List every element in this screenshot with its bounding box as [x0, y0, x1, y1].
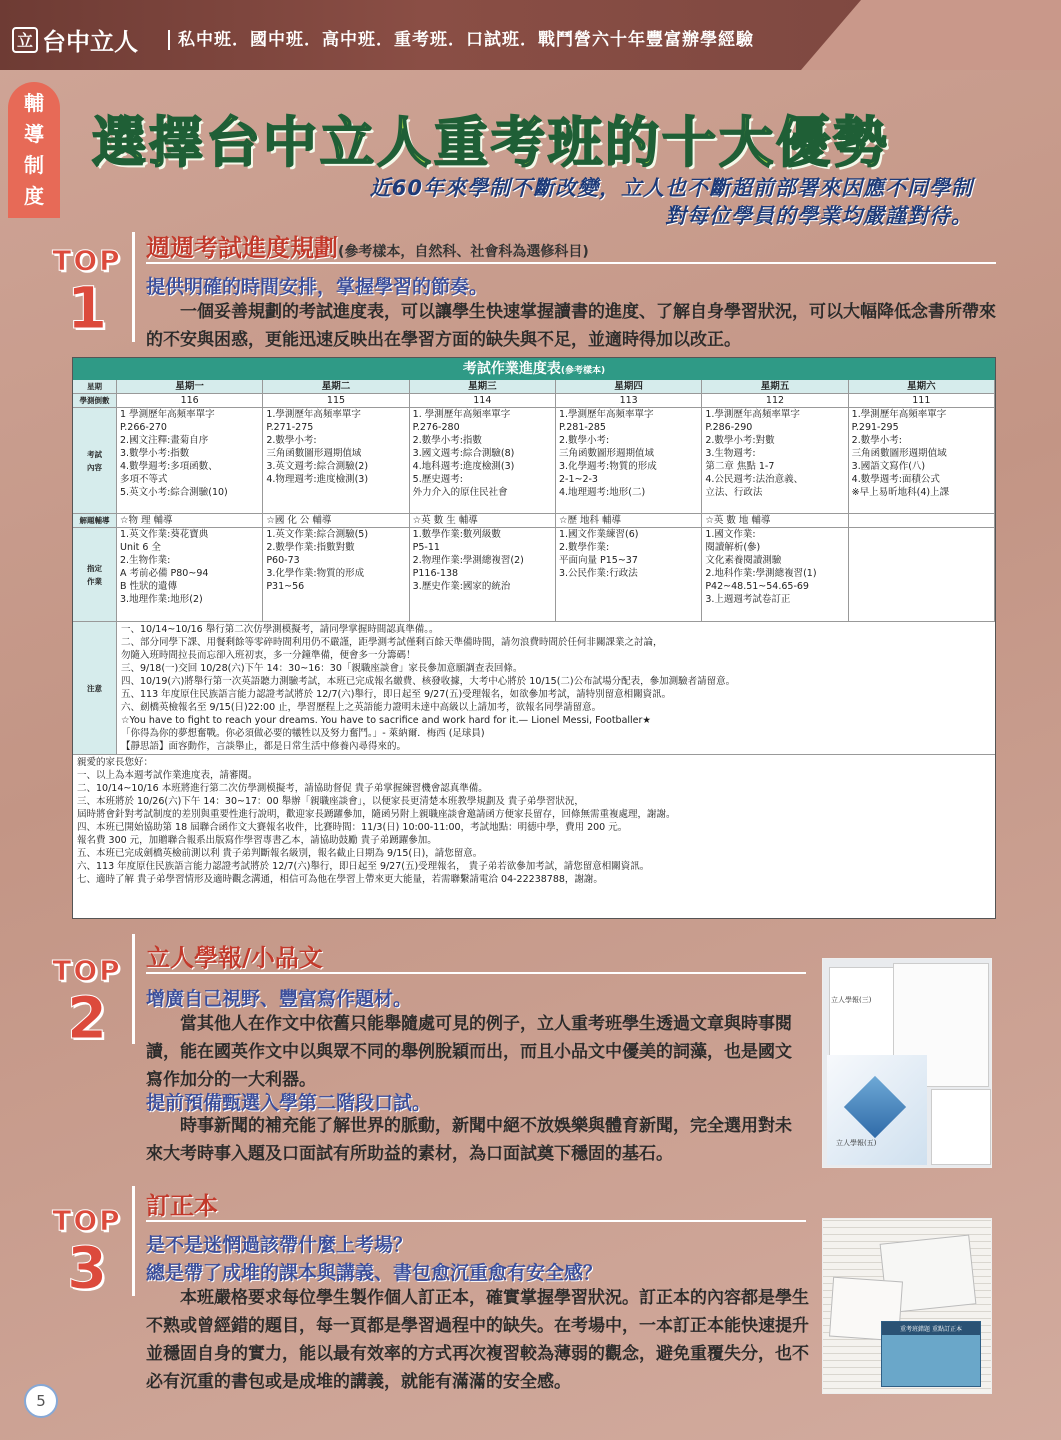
section2-highlight: 提前預備甄選入學第二階段口試。 — [146, 1092, 432, 1114]
exam-cell: 1.學測歷年高頻率單字 P.271-275 2.數學小考: 三角函數圖形週期值域 3.英文週考:綜合測驗(2) 4.物理週考:進度檢測(3) — [263, 408, 409, 514]
section-divider — [132, 934, 135, 1044]
schedule-notes — [73, 622, 995, 755]
side-tag-char: 輔 — [24, 91, 44, 115]
logo-text: 台中立人 — [42, 27, 138, 56]
day-header: 星期二 — [263, 380, 409, 394]
day-header: 星期五 — [702, 380, 848, 394]
photo-label: 重考班錯題 重點訂正本 — [882, 1322, 980, 1335]
side-tag-char: 制 — [24, 153, 44, 177]
top-number: 3 — [66, 1234, 108, 1302]
parents-letter: 親愛的家長您好： 一、以上為本週考試作業進度表，請審閱。 二、10/14~10/16 本班將進行第二次仿學測模擬考，請協助督促 貴子弟掌握練習機會認真準備。 三、本班將於 10/26(六)下午 14：30~17：00 舉辦「親職座談會」，以便家長更清楚本班教學規劃及 貴子弟學習狀況， 屆時將會針對考試制度的差別與重要性進行說明，歡迎家長踴躍參加，隨函另附上親職座談會邀請函方便家長留存，回條無需重複處理，謝謝。 四、本班已開始協助第 18 屆聯合函作文大賽報名收件，比賽時間：11/3(日) 10:00-11:00，考試地點：明德中學，費用 200 元。 報名費 300 元，加贈聯合報系出版寫作學習專書乙本，請協助鼓勵 貴子弟踴躍參加。 五、本班已完成劍橋英檢前測以利 貴子弟判斷報名級別，報名截止日期為 9/15(日)，請您留意。 六、113 年度原住民族語言能力認證考試將於 12/7(六)舉行，即日起至 9/27(五)受理報名， 貴子弟若欲參加考試，請您留意相關資訊。 七、適時了解 貴子弟學習情形及適時觀念溝通，相信可為他在學習上帶來更大能量，若需聯繫請電洽 04-22238788，謝謝。 — [77, 757, 676, 885]
notes-text: 一、10/14~10/16 舉行第二次仿學測模擬考，請同學掌握時間認真準備。。 二、部分同學下課、用餐剩餘等零碎時間利用仍不嚴謹，距學測考試僅剩百餘天準備時間，請勿浪費時間於任何非關課業之討論， 勿隨入班時間拉長而忘卻入班初衷，多一分鐘準備，便會多一分籌碼！ 三、9/18(一)交回 10/28(六)下午 14：30~16：30「親職座談會」家長參加意願調查表回條。 四、10/19(六)將舉行第一次英語聽力測驗考試，本班已完成報名繳費、核發收據，大考中心將於 10/15(二)公布試場分配表，參加測驗者請留意。 五、113 年度原住民族語言能力認證考試將於 12/7(六)舉行，即日起至 9/27(五)受理報名，如欲參加考試，請特別留意相關資訊。 六、劍橋英檢報名至 9/15(日)22:00 止，學習歷程上之英語能力證明未達中高級以上請加考，欲報名同學請留意。 ☆You have to fight to reach your dreams. You have to sacrifice and work hard for it.— Lionel Messi, Footballer★ 「你得為你的夢想奮戰。你必須做必要的犧牲以及努力奮鬥。」- 萊納爾．梅西 (足球員) 【靜思語】面容動作，言談舉止，都是日常生活中修養內尋得來的。 — [121, 624, 736, 752]
section3-highlight: 總是帶了成堆的課本與講義、書包愈沉重愈有安全感？ — [146, 1262, 603, 1284]
side-tag — [8, 82, 60, 218]
homework-cell: 1.國文作業: 閱讀解析(參) 文化素養閱讀測驗 2.地科作業:學測總複習(1) P42~48.51~54.65-69 3.上週週考試卷訂正 — [702, 528, 848, 622]
tutor-cell: ☆英 數 生 輔導 — [410, 514, 556, 528]
photo-label: 立人學報(三) — [831, 996, 872, 1004]
section2-title: 立人學報/小品文 — [146, 943, 323, 972]
top-label: TOP — [52, 1204, 122, 1237]
exam-cell: 1.學測歷年高頻率單字 P.291-295 2.數學小考: 三角函數圖形週期值域 3.國語文寫作(八) 4.數學週考:面積公式 ※早上易昕地科(4)上課 — [849, 408, 995, 514]
homework-cell: 1.英文作業:綜合測驗(5) 2.數學作業:指數對數 P60-73 3.化學作業:物質的形成 P31~56 — [263, 528, 409, 622]
section3-paragraph: 本班嚴格要求每位學生製作個人訂正本，確實掌握學習狀況。訂正本的內容都是學生不熟或曾經錯的題目，每一頁都是學習過程中的缺失。在考場中，一本訂正本能快速提升並穩固自身的實力，能以最有效率的方式再次複習較為薄弱的觀念，避免重覆失分，也不必有沉重的書包或是成堆的講義，就能有滿滿的安全感。 — [146, 1288, 809, 1392]
tutor-cell: ☆物 理 輔導 — [117, 514, 263, 528]
logo-mark-icon: 立 — [12, 27, 38, 53]
homework-cell — [849, 528, 995, 622]
newsletter-page — [836, 1089, 991, 1165]
exam-cell: 1.學測歷年高頻率單字 P.286-290 2.數學小考:對數 3.生物週考: 第二章 焦點 1-7 4.公民週考:法治意義、 立法、行政法 — [702, 408, 848, 514]
schedule-title-text: 考試作業進度表 — [462, 361, 561, 377]
exam-cell: 1. 學測歷年高頻率單字 P.276-280 2.數學小考:指數 3.國文週考:綜合測驗(8) 4.地科週考:進度檢測(3) 5.歷史週考: 外力介入的原住民社會 — [410, 408, 556, 514]
tutor-cell — [849, 514, 995, 528]
section2-paragraph: 時事新聞的補充能了解世界的脈動，新聞中絕不放娛樂與體育新聞，完全選用對未來大考時事入題及口面試有所助益的素材，為口面試奠下穩固的基石。 — [146, 1116, 792, 1164]
tutor-cell: ☆英 數 地 輔導 — [702, 514, 848, 528]
countdown-cell: 115 — [263, 394, 409, 408]
top1-badge — [50, 246, 124, 340]
day-header: 星期一 — [117, 380, 263, 394]
section1-highlight: 提供明確的時間安排，掌握學習的節奏。 — [146, 276, 489, 298]
correction-notebook-photo — [822, 1218, 992, 1394]
row-label-homework: 指定 作業 — [73, 528, 117, 622]
top3-badge — [50, 1206, 124, 1300]
countdown-cell: 114 — [410, 394, 556, 408]
top-number: 1 — [66, 274, 108, 342]
row-label-notes: 注意 — [73, 622, 117, 754]
top-number: 2 — [66, 984, 108, 1052]
section3-title: 訂正本 — [146, 1191, 218, 1220]
tutor-cell: ☆歷 地科 輔導 — [556, 514, 702, 528]
header-diagonal — [801, 0, 1061, 70]
countdown-cell: 111 — [849, 394, 995, 408]
photo-label: 立人學報(五) — [836, 1139, 877, 1147]
tutor-cell: ☆國 化 公 輔導 — [263, 514, 409, 528]
section-underline — [146, 262, 996, 264]
newsletter-cover — [827, 996, 927, 1165]
row-label-count: 學測倒數 — [73, 394, 117, 408]
countdown-cell: 112 — [702, 394, 848, 408]
exam-cell: 1 學測歷年高頻率單字 P.266-270 2.國文注釋:畫菊自序 3.數學小考:指數 4.數學週考:多項函數、 多項不等式 5.英文小考:綜合測驗(10) — [117, 408, 263, 514]
logo — [12, 22, 138, 57]
subtitle-line: 近60年來學制不斷改變，立人也不斷超前部署來因應不同學制 — [369, 176, 973, 200]
schedule-grid — [73, 380, 995, 622]
header-slogan: 私中班．國中班．高中班．重考班．口試班．戰鬥營六十年豐富辦學經驗 — [168, 30, 754, 50]
section2-paragraph: 當其他人在作文中依舊只能舉隨處可見的例子，立人重考班學生透過文章與時事閱讀，能在國英作文中以與眾不同的舉例脫穎而出，而且小品文中優美的詞藻，也是國文寫作加分的一大利器。 — [146, 1014, 792, 1090]
section-divider — [132, 232, 135, 342]
countdown-cell: 113 — [556, 394, 702, 408]
section1-paragraph: 一個妥善規劃的考試進度表，可以讓學生快速掌握讀書的進度、了解自身學習狀況，可以大幅降低念書所帶來的不安與困惑，更能迅速反映出在學習方面的缺失與不足，並適時得加以改正。 — [146, 302, 996, 350]
section-divider — [132, 1186, 135, 1296]
page-subtitle — [370, 174, 973, 230]
day-header: 星期三 — [410, 380, 556, 394]
schedule-table — [72, 357, 996, 919]
side-tag-char: 度 — [24, 184, 44, 208]
page-title: 選擇台中立人重考班的十大優勢 — [92, 110, 890, 174]
schedule-title — [73, 358, 995, 380]
page-number: 5 — [24, 1384, 58, 1418]
homework-cell: 1.數學作業:數列級數 P5-11 2.物理作業:學測總複習(2) P116-138 3.歷史作業:國家的統治 — [410, 528, 556, 622]
countdown-cell: 116 — [117, 394, 263, 408]
homework-cell: 1.國文作業練習(6) 2.數學作業: 平面向量 P15~37 3.公民作業:行政法 — [556, 528, 702, 622]
section2-highlight: 增廣自己視野、豐富寫作題材。 — [146, 988, 413, 1010]
newsletter-photo — [822, 958, 992, 1168]
subtitle-line: 對每位學員的學業均嚴謹對待。 — [665, 204, 973, 228]
day-header: 星期四 — [556, 380, 702, 394]
diamond-graphic-icon — [844, 1076, 906, 1138]
schedule-title-note: (參考樣本) — [560, 366, 606, 376]
section-underline — [146, 1220, 806, 1222]
top-label: TOP — [52, 244, 122, 277]
side-tag-char: 導 — [24, 122, 44, 146]
section1-title — [146, 228, 589, 263]
notebook-cover — [881, 1321, 981, 1387]
row-label-day: 星期 — [73, 380, 117, 394]
section1-title-text: 週週考試進度規劃 — [146, 233, 338, 262]
section3-highlight: 是不是迷惘過該帶什麼上考場？ — [146, 1234, 413, 1256]
row-label-exam: 考試 內容 — [73, 408, 117, 514]
section-underline — [146, 972, 806, 974]
section1-title-note: (參考樣本，自然科、社會科為選修科目) — [338, 244, 589, 260]
top2-badge — [50, 956, 124, 1050]
row-label-tutor: 解題輔導 — [73, 514, 117, 528]
homework-cell: 1.英文作業:葵花寶典 Unit 6 全 2.生物作業: A 考前必備 P80~94 B 性狀的遺傳 3.地理作業:地形(2) — [117, 528, 263, 622]
day-header: 星期六 — [849, 380, 995, 394]
top-label: TOP — [52, 954, 122, 987]
exam-cell: 1.學測歷年高頻率單字 P.281-285 2.數學小考: 三角函數圖形週期值域 3.化學週考:物質的形成 2-1~2-3 4.地理週考:地形(二) — [556, 408, 702, 514]
